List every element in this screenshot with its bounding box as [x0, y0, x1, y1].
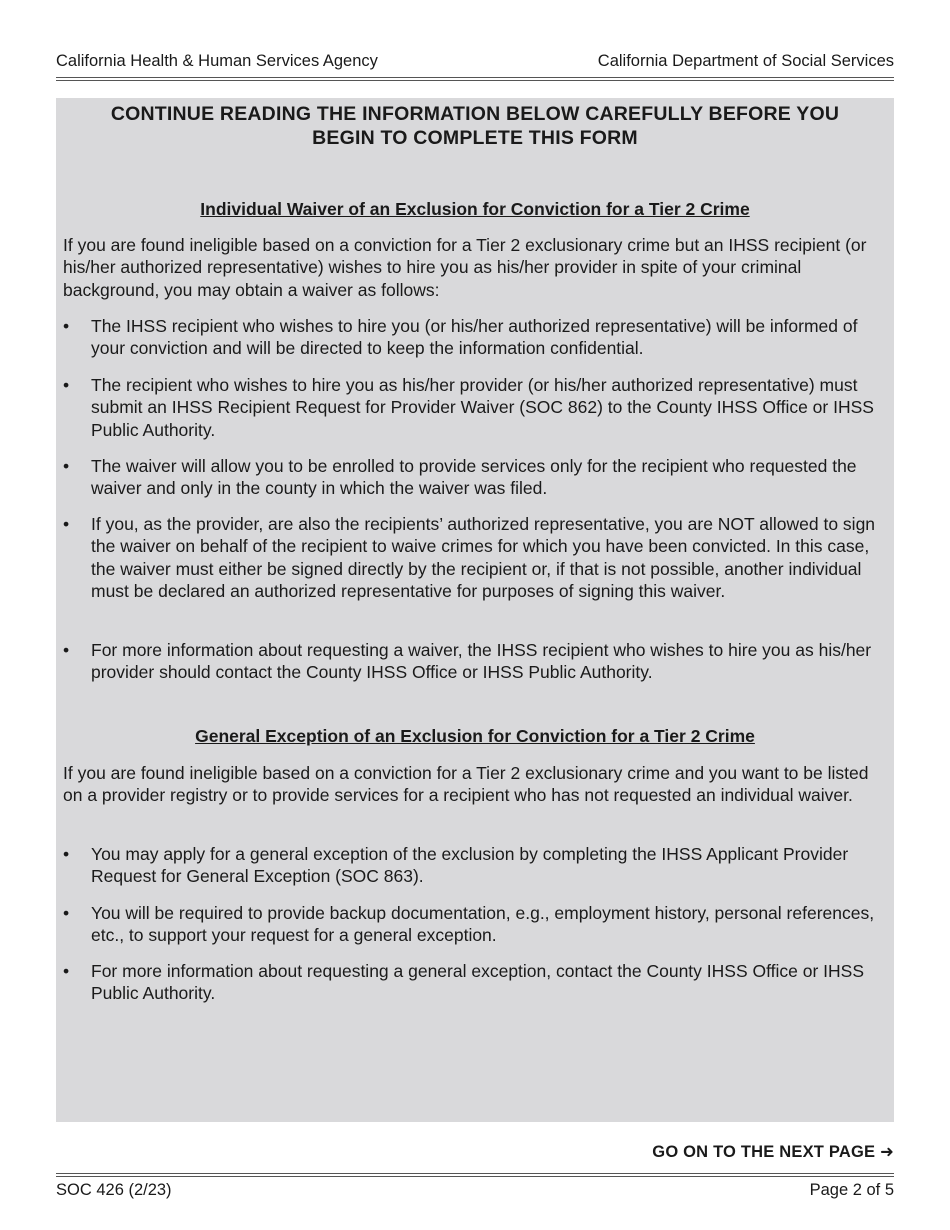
list-item-text: You may apply for a general exception of the exclusion by completing the IHSS Applicant Provider Request for General Exception (SOC 863). — [91, 844, 849, 887]
waiver-intro: If you are found ineligible based on a conviction for a Tier 2 exclusionary crime but an IHSS recipient (or his/her authorized representative) wishes to hire you as his/her provider in spite of your criminal background, you may obtain a waiver as follows: — [63, 235, 867, 300]
bullet-icon: • — [63, 844, 70, 864]
list-item — [63, 315, 890, 360]
list-item-text: For more information about requesting a waiver, the IHSS recipient who wishes to hire you as his/her provider should contact the County IHSS Office or IHSS Public Authority. — [91, 640, 872, 683]
header-rule — [56, 80, 894, 81]
list-item — [63, 639, 890, 684]
footer-rule — [56, 1176, 894, 1177]
list-item — [63, 374, 890, 441]
list-item — [63, 960, 890, 1005]
footer-rule — [56, 1173, 894, 1174]
bullet-icon: • — [63, 316, 70, 336]
exception-intro: If you are found ineligible based on a conviction for a Tier 2 exclusionary crime and you want to be listed on a provider registry or to provide services for a recipient who has not requested an individual waiver. — [63, 763, 869, 806]
list-item — [63, 843, 890, 888]
page-title — [0, 102, 950, 150]
bullet-icon: • — [63, 640, 70, 660]
title-line-2: BEGIN TO COMPLETE THIS FORM — [312, 127, 638, 149]
bullet-icon: • — [63, 514, 70, 534]
bullet-icon: • — [63, 903, 70, 923]
list-item-text: If you, as the provider, are also the recipients’ authorized representative, you are NOT allowed to sign the waiver on behalf of the recipient to waive crimes for which you have been convicted. In this case, the waiver must either be signed directly by the recipient or, if that is not possible, another individual must be declared an authorized representative for purposes of signing this waiver. — [91, 514, 876, 601]
list-item-text: For more information about requesting a general exception, contact the County IHSS Office or IHSS Public Authority. — [91, 961, 864, 1004]
bullet-icon: • — [63, 375, 70, 395]
list-item — [63, 455, 890, 500]
department-name: California Department of Social Services — [597, 52, 894, 70]
page-header — [56, 50, 894, 72]
form-id: SOC 426 (2/23) — [56, 1181, 172, 1199]
list-item — [63, 513, 890, 602]
bullet-icon: • — [63, 961, 70, 981]
waiver-heading: Individual Waiver of an Exclusion for Conviction for a Tier 2 Crime — [200, 199, 750, 219]
list-item-text: The waiver will allow you to be enrolled to provide services only for the recipient who requested the waiver and only in the county in which the waiver was filed. — [91, 456, 857, 499]
list-item — [63, 902, 890, 947]
header-rule — [56, 77, 894, 78]
page-number: Page 2 of 5 — [809, 1181, 894, 1199]
list-item-text: The IHSS recipient who wishes to hire you (or his/her authorized representative) will be informed of your conviction and will be directed to keep the information confidential. — [91, 316, 858, 359]
exception-heading: General Exception of an Exclusion for Conviction for a Tier 2 Crime — [195, 726, 755, 746]
title-line-1: CONTINUE READING THE INFORMATION BELOW CAREFULLY BEFORE YOU — [110, 103, 840, 125]
page-footer — [56, 1179, 894, 1201]
list-item-text: The recipient who wishes to hire you as his/her provider (or his/her authorized representative) must submit an IHSS Recipient Request for Provider Waiver (SOC 862) to the County IHSS Office or IHSS Public Authority. — [91, 375, 874, 440]
next-page-indicator: GO ON TO THE NEXT PAGE ➜ — [652, 1143, 894, 1161]
bullet-icon: • — [63, 456, 70, 476]
agency-name: California Health & Human Services Agency — [56, 52, 378, 70]
list-item-text: You will be required to provide backup documentation, e.g., employment history, personal references, etc., to support your request for a general exception. — [91, 903, 875, 946]
